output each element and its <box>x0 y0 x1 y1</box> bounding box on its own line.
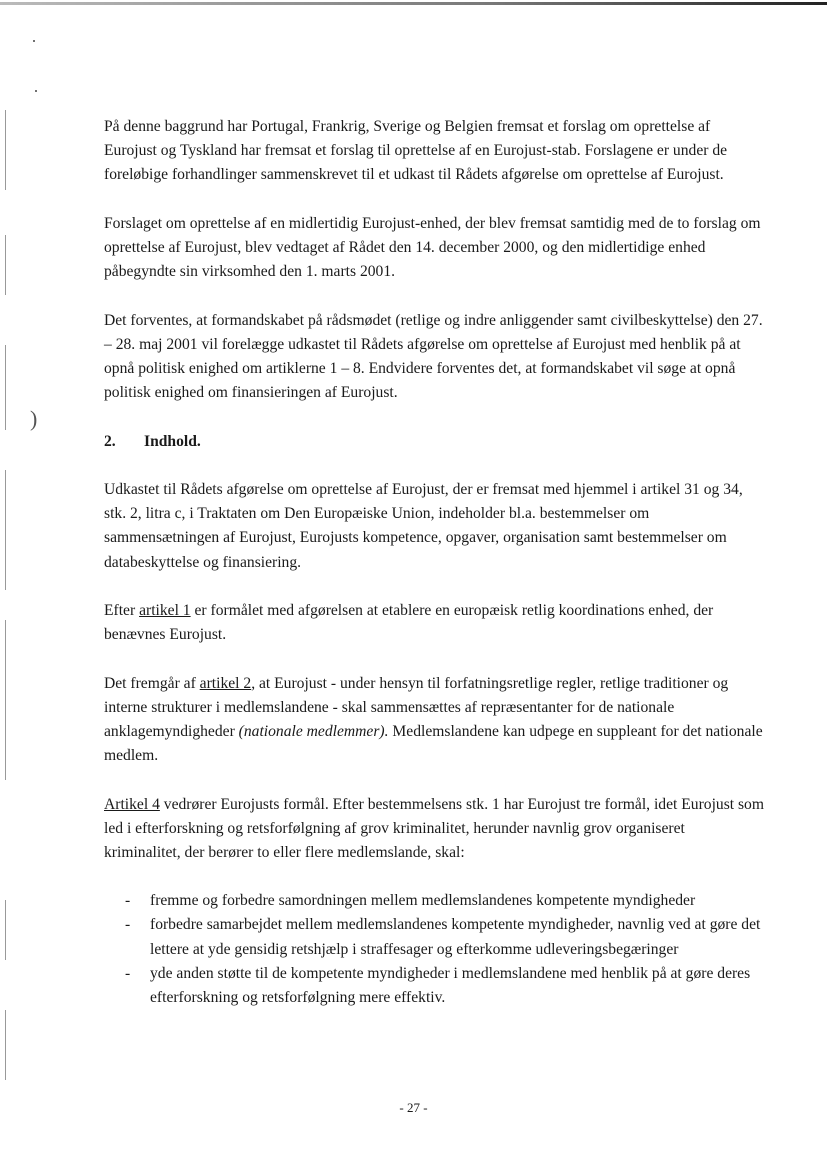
scan-speck <box>35 90 37 92</box>
scan-bracket-mark: ) <box>30 406 38 431</box>
document-body <box>104 115 764 1010</box>
margin-scan-line <box>5 620 6 780</box>
margin-scan-line <box>5 110 6 190</box>
objectives-list <box>104 889 764 1010</box>
list-item: - forbedre samarbejdet mellem medlemslandenes kompetente myndigheder, navnlig ved at gøre det lettere at yde gensidig retshjælp i straffesager og efterkomme udleveringsbegæringer <box>150 913 764 961</box>
list-dash: - <box>125 892 131 910</box>
paragraph-temporary-unit: Forslaget om oprettelse af en midlertidig Eurojust-enhed, der blev fremsat samtidig med de to forslag om oprettelse af Eurojust, blev vedtaget af Rådet den 14. december 2000, og den midlertidige enhed påbegyndte sin virksomhed den 1. marts 2001. <box>104 214 761 281</box>
list-item: - fremme og forbedre samordningen mellem medlemslandenes kompetente myndigheder <box>150 889 764 913</box>
national-members-term: (nationale medlemmer). <box>238 722 389 740</box>
paragraph-article-1: Efter artikel 1 er formålet med afgørelsen at etablere en europæisk retlig koordinations enhed, der benævnes Eurojust. <box>104 601 714 644</box>
article-1-reference: artikel 1 <box>139 601 191 619</box>
list-dash: - <box>125 964 131 982</box>
paragraph-article-2: Det fremgår af artikel 2, at Eurojust - under hensyn til forfatningsretlige regler, retlige traditioner og interne strukturer i medlemslandene - skal sammensættes af repræsentanter for de nationale anklagemyndigheder (nationale medlemmer). Medlemslandene kan udpege en suppleant for det nationale medlem. <box>104 674 763 765</box>
margin-scan-line <box>5 345 6 430</box>
list-item: - yde anden støtte til de kompetente myndigheder i medlemslandene med henblik på at gøre deres efterforskning og retsforfølgning mere effektiv. <box>150 962 764 1010</box>
article-4-reference: Artikel 4 <box>104 795 160 813</box>
section-number: 2. <box>104 432 116 450</box>
section-heading <box>104 430 764 454</box>
top-scan-rule <box>0 2 827 5</box>
paragraph-article-4: Artikel 4 vedrører Eurojusts formål. Efter bestemmelsens stk. 1 har Eurojust tre formål, idet Eurojust som led i efterforskning og retsforfølgning af grov kriminalitet, herunder navnlig grov organiseret kriminalitet, der berører to eller flere medlemslande, skal: <box>104 795 764 861</box>
margin-scan-line <box>5 1010 6 1080</box>
paragraph-proposals: På denne baggrund har Portugal, Frankrig, Sverige og Belgien fremsat et forslag om oprettelse af Eurojust og Tyskland har fremsat et forslag til oprettelse af en Eurojust-stab. Forslagene er under de foreløbige forhandlinger sammenskrevet til et udkast til Rådets afgørelse om oprettelse af Eurojust. <box>104 118 728 184</box>
page-number: - 27 - <box>399 1100 428 1115</box>
margin-scan-line <box>5 900 6 960</box>
margin-scan-line <box>5 235 6 295</box>
scan-speck <box>33 40 35 42</box>
list-dash: - <box>125 916 131 934</box>
paragraph-presidency: Det forventes, at formandskabet på rådsmødet (retlige og indre anliggender samt civilbeskyttelse) den 27. – 28. maj 2001 vil forelægge udkastet til Rådets afgørelse om oprettelse af Eurojust med henblik på at opnå politisk enighed om artiklerne 1 – 8. Endvidere forventes det, at formandskabet vil søge at opnå politisk enighed om finansieringen af Eurojust. <box>104 311 763 402</box>
article-2-reference: artikel 2 <box>199 674 252 692</box>
paragraph-content-summary: Udkastet til Rådets afgørelse om oprettelse af Eurojust, der er fremsat med hjemmel i artikel 31 og 34, stk. 2, litra c, i Traktaten om Den Europæiske Union, indeholder bl.a. bestemmelser om sammensætningen af Eurojust, Eurojusts kompetence, opgaver, organisation samt bestemmelser om databeskyttelse og finansiering. <box>104 480 743 571</box>
section-title: Indhold. <box>144 432 201 450</box>
margin-scan-line <box>5 470 6 590</box>
